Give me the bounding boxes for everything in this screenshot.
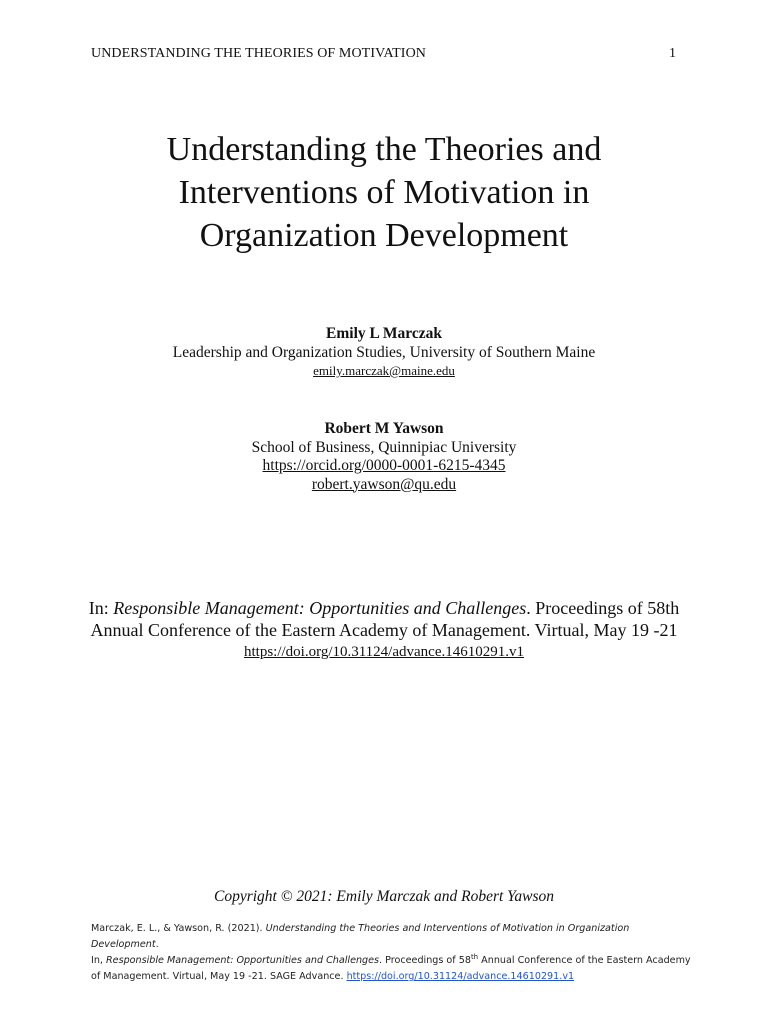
- author-email-link[interactable]: emily.marczak@maine.edu: [313, 363, 455, 378]
- author-affiliation: Leadership and Organization Studies, University of Southern Maine: [172, 343, 596, 361]
- paper-title: [0, 128, 768, 257]
- footer-period: .: [155, 939, 159, 950]
- page-number: 1: [669, 46, 676, 61]
- citation-block: [0, 597, 768, 663]
- footer-conference: Annual Conference of the Eastern Academy of Management. Virtual, May 19 -21. SAGE Advance.: [91, 955, 691, 982]
- author-block-2: [0, 420, 768, 494]
- paper-title-line-3: Organization Development: [199, 217, 569, 254]
- author-affiliation: School of Business, Quinnipiac University: [251, 438, 517, 456]
- footer-doi-link[interactable]: https://doi.org/10.31124/advance.14610291.v1: [346, 971, 575, 982]
- citation-proceedings: . Proceedings of 58th: [526, 598, 680, 618]
- author-orcid-link[interactable]: https://orcid.org/0000-0001-6215-4345: [262, 457, 506, 474]
- paper-title-line-1: Understanding the Theories and: [166, 131, 602, 168]
- footer-in-prefix: In,: [91, 955, 107, 966]
- footer-authors-year: Marczak, E. L., & Yawson, R. (2021).: [91, 923, 266, 934]
- footer-proceedings: . Proceedings of 58: [379, 955, 471, 966]
- footer-paper-title: Understanding the Theories and Interventions of Motivation in Organization Development: [91, 923, 630, 950]
- author-email-link[interactable]: robert.yawson@qu.edu: [311, 475, 457, 493]
- paper-title-line-2: Interventions of Motivation in: [178, 174, 590, 211]
- citation-conference: Annual Conference of the Eastern Academy of Management. Virtual, May 19 -21: [90, 620, 678, 640]
- author-name: Emily L Marczak: [326, 325, 442, 342]
- author-block-1: [0, 325, 768, 381]
- running-head: UNDERSTANDING THE THEORIES OF MOTIVATION: [91, 46, 426, 61]
- footer-citation: [91, 921, 691, 985]
- author-name: Robert M Yawson: [324, 420, 444, 437]
- citation-prefix: In:: [88, 598, 114, 618]
- footer-book-title: Responsible Management: Opportunities and Challenges: [106, 955, 380, 966]
- citation-book-title: Responsible Management: Opportunities and Challenges: [113, 598, 527, 618]
- citation-doi-link[interactable]: https://doi.org/10.31124/advance.14610291.v1: [244, 644, 524, 660]
- footer-superscript: th: [470, 952, 479, 961]
- copyright-notice: Copyright © 2021: Emily Marczak and Robert Yawson: [214, 888, 554, 905]
